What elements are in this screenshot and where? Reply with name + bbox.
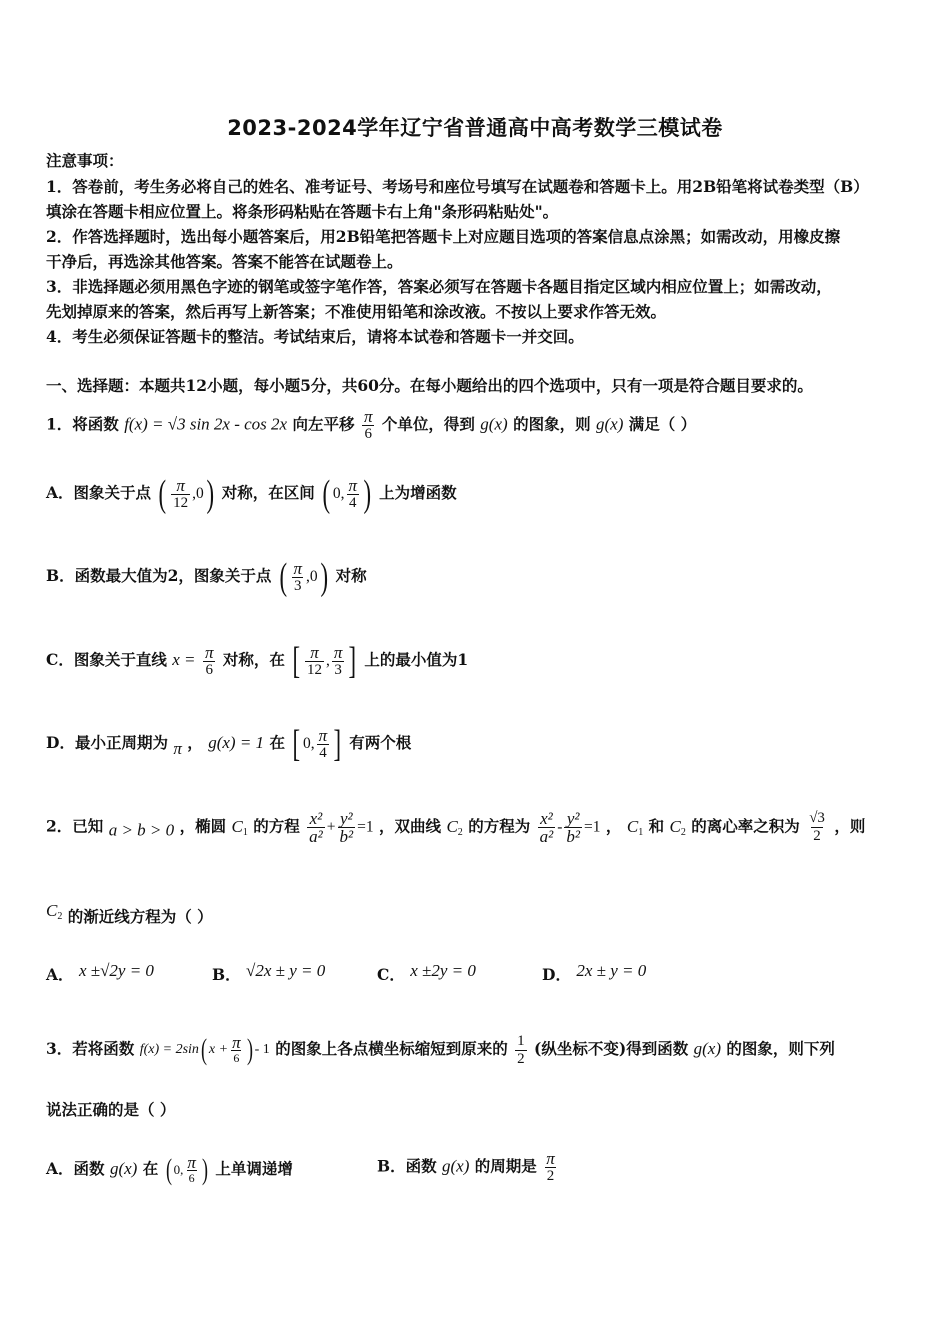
q1-shift-fraction: $\frac{\pi}{6}$	[363, 407, 373, 442]
q1-text: 向左平移	[292, 414, 355, 434]
notice-heading: 注意事项：	[46, 151, 124, 170]
option-text: 上为增函数	[379, 483, 457, 502]
option-text: 有两个根	[349, 733, 412, 752]
q2-number: 2．已知	[46, 816, 104, 836]
q1-option-b: B．函数最大值为2，图象关于点 ( $\frac{\pi}{3}$ ,0 ) 对称	[46, 556, 367, 598]
q3-option-b: B．函数 g(x) 的周期是 $\frac{\pi}{2}$	[377, 1149, 555, 1184]
option-text: 对称，在区间	[221, 483, 315, 502]
q3-stem: 3．若将函数 f(x) = 2sin ( x + $\frac{\pi}{6}$ ) - 1 的图象上各点横坐标缩短到原来的 $\frac{1}{2}$ (纵坐标不变)得到函数 g(x) 的图象，则下列	[46, 1032, 835, 1067]
q2-stem: 2．已知 a > b > 0 ，椭圆 $C_1$ 的方程 $\frac{\text{x²}}{\text{a²}}$ + $\frac{\text{y²}}{\text{b²}}$ =1 ，双曲线 $C_2$ 的方程为 $\frac{\text{x²}}{\text{a²}}$ - $\frac{\text{y²}}{\text{b²}}$ =1 ， $C_1$ 和 $C_2$ 的离心率之积为 $\frac{√3}{2}$ ，则	[46, 809, 866, 846]
q1-g: g(x)	[596, 414, 624, 434]
option-label: B．	[212, 965, 241, 984]
q1-text: 个单位，得到	[381, 414, 475, 434]
option-text: 对称	[335, 566, 367, 585]
option-label: A．函数	[46, 1159, 105, 1178]
q1-option-a: A．图象关于点 ( $\frac{\pi}{12}$ ,0 ) 对称，在区间 ( 0, $\frac{\pi}{4}$ ) 上为增函数	[46, 473, 457, 515]
option-label: B．函数	[377, 1156, 437, 1176]
option-label: A．	[46, 965, 74, 984]
option-label: A．图象关于点	[46, 483, 152, 502]
option-label: B．函数最大值为2，图象关于点	[46, 566, 272, 585]
q1-option-d: D．最小正周期为 π ， g(x) = 1 在 [ 0, $\frac{\pi}{4}$ ] 有两个根	[46, 723, 412, 765]
option-label: C．图象关于直线	[46, 650, 167, 669]
option-text: ，	[187, 733, 203, 752]
option-text: 上的最小值为1	[364, 650, 469, 669]
q3-option-a: A．函数 g(x) 在 ( 0, $\frac{\pi}{6}$ ) 上单调递增	[46, 1152, 293, 1186]
q3-line2: 说法正确的是（ ）	[46, 1100, 176, 1119]
q1-g: g(x)	[480, 414, 508, 434]
notice-line-7: 4．考生必须保证答题卡的整洁。考试结束后，请将本试卷和答题卡一并交回。	[46, 327, 584, 346]
q1-option-c: C．图象关于直线 x = $\frac{\pi}{6}$ 对称，在 [ $\frac{\pi}{12}$ , $\frac{\pi}{3}$ ] 上的最小值为1	[46, 640, 469, 682]
q1-stem	[46, 408, 696, 443]
option-label: D．最小正周期为	[46, 733, 168, 752]
section-header: 一、选择题：本题共12小题，每小题5分，共60分。在每小题给出的四个选项中，只有一项是符合题目要求的。	[46, 376, 813, 395]
q1-function: f(x) = √3 sin 2x - cos 2x	[124, 414, 288, 434]
q2-line2: $C_2$ 的渐近线方程为（ ）	[46, 901, 213, 926]
q2-option-a: A． x ±√2y = 0	[46, 961, 154, 984]
notice-line-3: 2．作答选择题时，选出每小题答案后，用2B铅笔把答题卡上对应题目选项的答案信息点涂黑；如需改动，用橡皮擦	[46, 227, 841, 246]
notice-line-6: 先划掉原来的答案，然后再写上新答案；不准使用铅笔和涂改液。不按以上要求作答无效。	[46, 302, 667, 321]
notice-line-1: 1．答卷前，考生务必将自己的姓名、准考证号、考场号和座位号填写在试题卷和答题卡上。用2B铅笔将试卷类型（B）	[46, 177, 869, 196]
option-label: D．	[542, 965, 571, 984]
q1-text: 满足（ ）	[628, 414, 697, 434]
q2-option-c: C． x ±2y = 0	[377, 961, 476, 984]
notice-line-4: 干净后，再选涂其他答案。答案不能答在试题卷上。	[46, 252, 403, 271]
q3-number: 3．若将函数	[46, 1039, 135, 1058]
option-text: 在	[269, 733, 285, 752]
q2-option-b: B． √2x ± y = 0	[212, 961, 326, 984]
q1-text: 的图象，则	[513, 414, 591, 434]
option-text: 对称，在	[222, 650, 285, 669]
notice-line-5: 3．非选择题必须用黑色字迹的钢笔或签字笔作答，答案必须写在答题卡各题目指定区域内相应位置上；如需改动，	[46, 277, 832, 296]
q2-option-d: D． 2x ± y = 0	[542, 961, 647, 984]
option-label: C．	[377, 965, 405, 984]
notice-line-2: 填涂在答题卡相应位置上。将条形码粘贴在答题卡右上角"条形码粘贴处"。	[46, 202, 559, 221]
q1-number: 1．将函数	[46, 414, 119, 434]
page-title: 2023-2024学年辽宁省普通高中高考数学三模试卷	[227, 116, 723, 140]
